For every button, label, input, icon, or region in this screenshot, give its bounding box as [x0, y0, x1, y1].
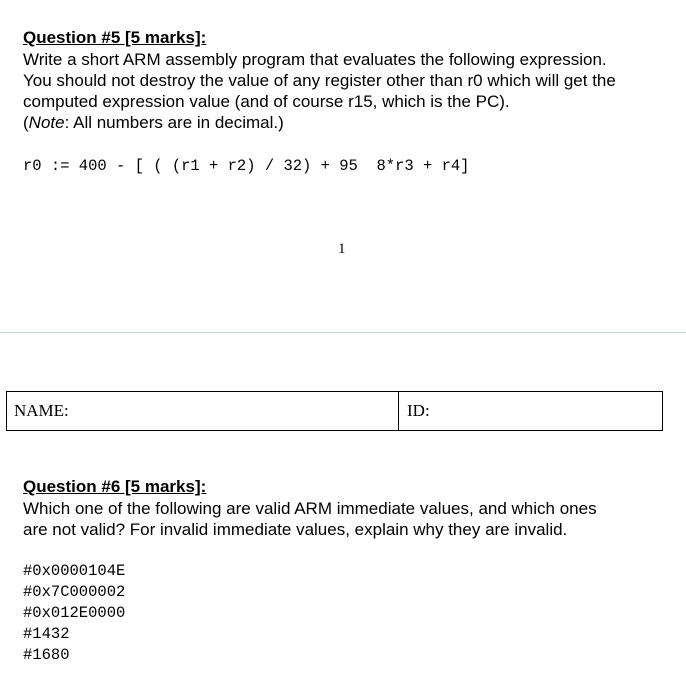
- name-id-table: [6, 391, 663, 431]
- question-6-line-1: Which one of the following are valid ARM immediate values, and which ones: [23, 499, 597, 518]
- note-text: : All numbers are in decimal.): [64, 113, 284, 132]
- id-field[interactable]: [399, 392, 662, 430]
- id-label: ID:: [407, 401, 430, 420]
- question-5-title: Question #5 [5 marks]:: [23, 28, 207, 47]
- question-5-line-1: Write a short ARM assembly program that evaluates the following expression.: [23, 50, 607, 69]
- question-6-title: Question #6 [5 marks]:: [23, 477, 207, 496]
- note-label: Note: [28, 113, 65, 132]
- immediate-value-3: #0x012E0000: [23, 604, 126, 622]
- question-5-line-3: computed expression value (and of course r15, which is the PC).: [23, 92, 510, 111]
- note-open-paren: (: [23, 113, 29, 132]
- immediate-value-4: #1432: [23, 625, 70, 643]
- immediate-value-5: #1680: [23, 646, 70, 664]
- immediate-value-2: #0x7C000002: [23, 583, 126, 601]
- question-5-line-4: [23, 112, 284, 133]
- immediate-value-1: #0x0000104E: [23, 562, 126, 580]
- page-number: 1: [338, 241, 346, 257]
- name-label: NAME:: [14, 401, 69, 420]
- question-6-line-2: are not valid? For invalid immediate values, explain why they are invalid.: [23, 520, 568, 539]
- question-5-line-2: You should not destroy the value of any register other than r0 which will get the: [23, 71, 616, 90]
- page-divider: [0, 332, 686, 333]
- name-field[interactable]: [7, 392, 399, 430]
- expression: r0 := 400 - [ ( (r1 + r2) / 32) + 95 8*r3 + r4]: [23, 157, 470, 175]
